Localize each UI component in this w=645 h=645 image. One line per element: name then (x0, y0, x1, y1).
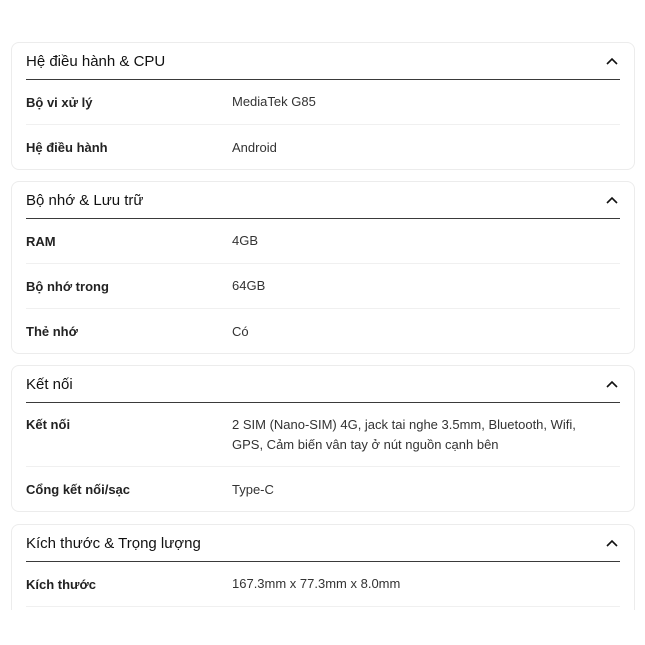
section-dimensions-weight (11, 524, 635, 610)
spec-label: Bộ nhớ trong (26, 278, 109, 294)
spec-value-line: GPS, Cảm biến vân tay ở nút nguồn cạnh bên (232, 437, 499, 452)
spec-label: RAM (26, 233, 56, 249)
spec-row-connectivity (26, 403, 620, 467)
section-header-memory-storage[interactable] (26, 182, 620, 219)
spec-label: Cổng kết nối/sạc (26, 482, 131, 497)
spec-row-memory-card (26, 309, 620, 354)
spec-row-storage (26, 264, 620, 309)
chevron-up-icon[interactable] (606, 537, 618, 549)
chevron-up-icon[interactable] (606, 194, 618, 206)
section-title: Kết nối (26, 375, 73, 393)
spec-value: 64GB (232, 278, 266, 293)
spec-label: Kết nối (26, 417, 71, 432)
spec-value: Android (232, 139, 277, 155)
section-header-os-cpu[interactable] (26, 43, 620, 80)
chevron-up-icon[interactable] (606, 55, 618, 67)
section-os-cpu (11, 42, 635, 170)
section-title: Kích thước & Trọng lượng (26, 534, 201, 552)
section-header-dimensions-weight[interactable] (26, 525, 620, 562)
spec-label: Kích thước (26, 576, 96, 592)
section-connectivity (11, 365, 635, 512)
section-memory-storage (11, 181, 635, 354)
section-header-connectivity[interactable] (26, 366, 620, 403)
section-title: Hệ điều hành & CPU (26, 52, 166, 70)
spec-row-dimensions (26, 562, 620, 607)
chevron-up-icon[interactable] (606, 378, 618, 390)
spec-value-line: 2 SIM (Nano-SIM) 4G, jack tai nghe 3.5mm, Bluetooth, Wifi, (232, 417, 576, 432)
spec-value: Có (232, 323, 249, 339)
spec-value (232, 403, 620, 455)
spec-value: 167.3mm x 77.3mm x 8.0mm (232, 576, 401, 591)
spec-row-ram (26, 219, 620, 264)
spec-row-cpu (26, 80, 620, 125)
spec-value: 4GB (232, 233, 259, 248)
section-title: Bộ nhớ & Lưu trữ (26, 191, 144, 209)
spec-label: Thẻ nhớ (26, 324, 78, 339)
spec-label: Hệ điều hành (26, 140, 108, 155)
spec-value: MediaTek G85 (232, 94, 316, 109)
spec-value: Type-C (232, 481, 274, 497)
spec-row-os (26, 125, 620, 170)
spec-row-port (26, 467, 620, 512)
spec-label: Bộ vi xử lý (26, 94, 93, 110)
